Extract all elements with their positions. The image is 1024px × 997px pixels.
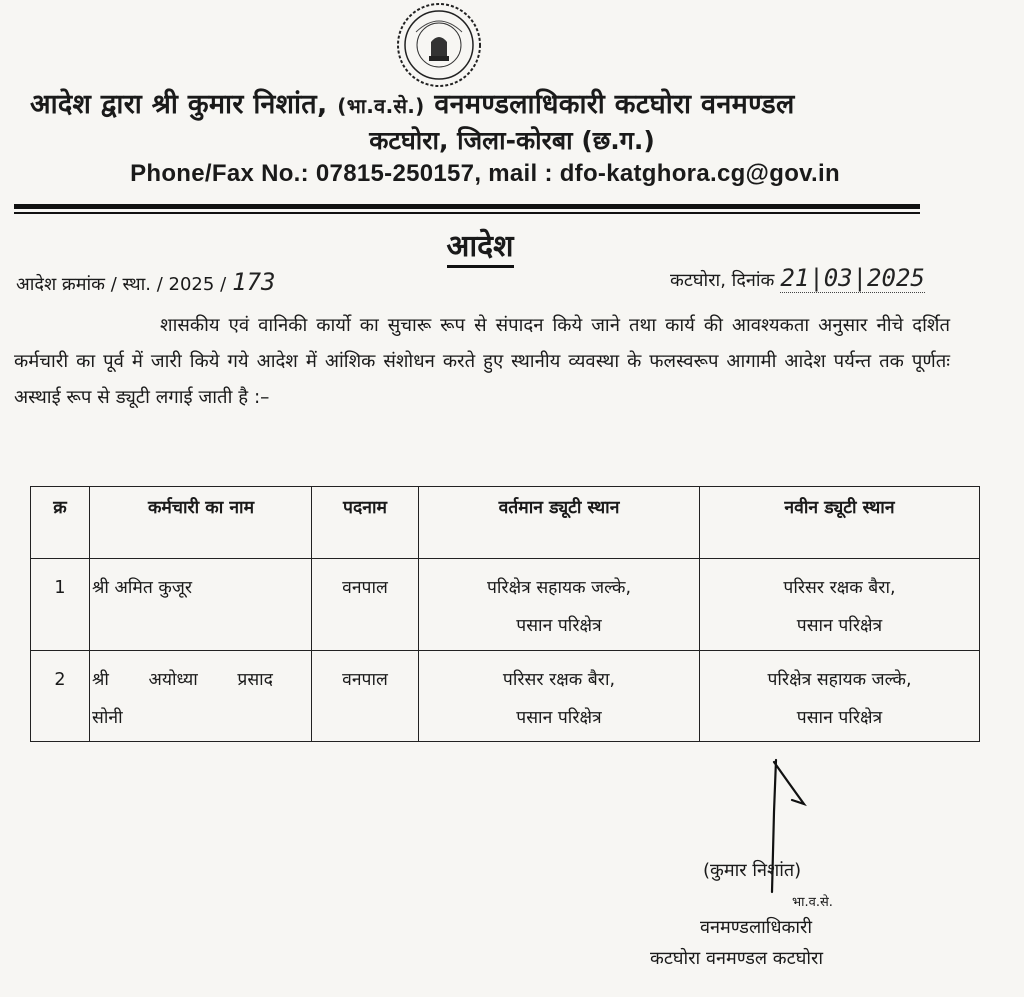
cell-new-duty: परिसर रक्षक बैरा, पसान परिक्षेत्र <box>700 559 980 651</box>
state-emblem-icon <box>396 2 482 88</box>
cell-current-duty: परिसर रक्षक बैरा, पसान परिक्षेत्र <box>419 650 700 742</box>
issuer-location: कटघोरा, जिला-कोरबा (छ.ग.) <box>369 126 655 155</box>
header-new-duty: नवीन ड्यूटी स्थान <box>700 487 980 559</box>
header-divider-thick <box>14 204 920 209</box>
cell-name: श्री अमित कुजूर <box>90 559 312 651</box>
issuer-name: आदेश द्वारा श्री कुमार निशांत, <box>30 89 328 120</box>
order-number <box>16 268 276 296</box>
header-serial: क्र <box>31 487 90 559</box>
table-header-row <box>31 487 980 559</box>
cell-current-duty: परिक्षेत्र सहायक जल्के, पसान परिक्षेत्र <box>419 559 700 651</box>
order-number-value: 173 <box>232 268 276 296</box>
table-row <box>31 559 980 651</box>
order-body: शासकीय एवं वानिकी कार्यो का सुचारू रूप से संपादन किये जाने तथा कार्य की आवश्यकता अनुसार नीचे दर्शित कर्मचारी का पूर्व में जारी किये गये आदेश में आंशिक संशोधन करते हुए स्थानीय व्यवस्था के फलस्वरूप आगामी आदेश पर्यन्त तक पूर्णतः अस्थाई रूप से ड्यूटी लगाई जाती है :– <box>14 315 950 408</box>
document-title: आदेश <box>0 224 960 265</box>
contact-line: Phone/Fax No.: 07815-250157, mail : dfo-katghora.cg@gov.in <box>130 160 840 187</box>
staff-table <box>30 486 980 742</box>
issuer-service: (भा.व.से.) <box>337 94 425 118</box>
cell-post: वनपाल <box>312 650 419 742</box>
issuer-office: वनमण्डलाधिकारी कटघोरा वनमण्डल <box>434 89 795 120</box>
header-divider-thin <box>14 212 920 214</box>
table-row <box>31 650 980 742</box>
signatory-designation: वनमण्डलाधिकारी <box>700 917 813 938</box>
order-date <box>670 264 925 292</box>
cell-serial: 2 <box>31 650 90 742</box>
cell-serial: 1 <box>31 559 90 651</box>
cell-new-duty: परिक्षेत्र सहायक जल्के, पसान परिक्षेत्र <box>700 650 980 742</box>
signatory-name: (कुमार निशांत) <box>703 860 802 881</box>
header-post: पदनाम <box>312 487 419 559</box>
order-number-label: आदेश क्रमांक / स्था. / 2025 / <box>16 274 227 295</box>
order-date-value: 21|03|2025 <box>780 264 925 292</box>
header-current-duty: वर्तमान ड्यूटी स्थान <box>419 487 700 559</box>
issuer-line <box>30 84 950 121</box>
signatory-office: कटघोरा वनमण्डल कटघोरा <box>650 948 824 969</box>
order-date-label: कटघोरा, दिनांक <box>670 270 775 291</box>
header-name: कर्मचारी का नाम <box>90 487 312 559</box>
cell-name: श्री अयोध्या प्रसाद सोनी <box>90 650 312 742</box>
signatory-service: भा.व.से. <box>792 895 833 910</box>
cell-post: वनपाल <box>312 559 419 651</box>
